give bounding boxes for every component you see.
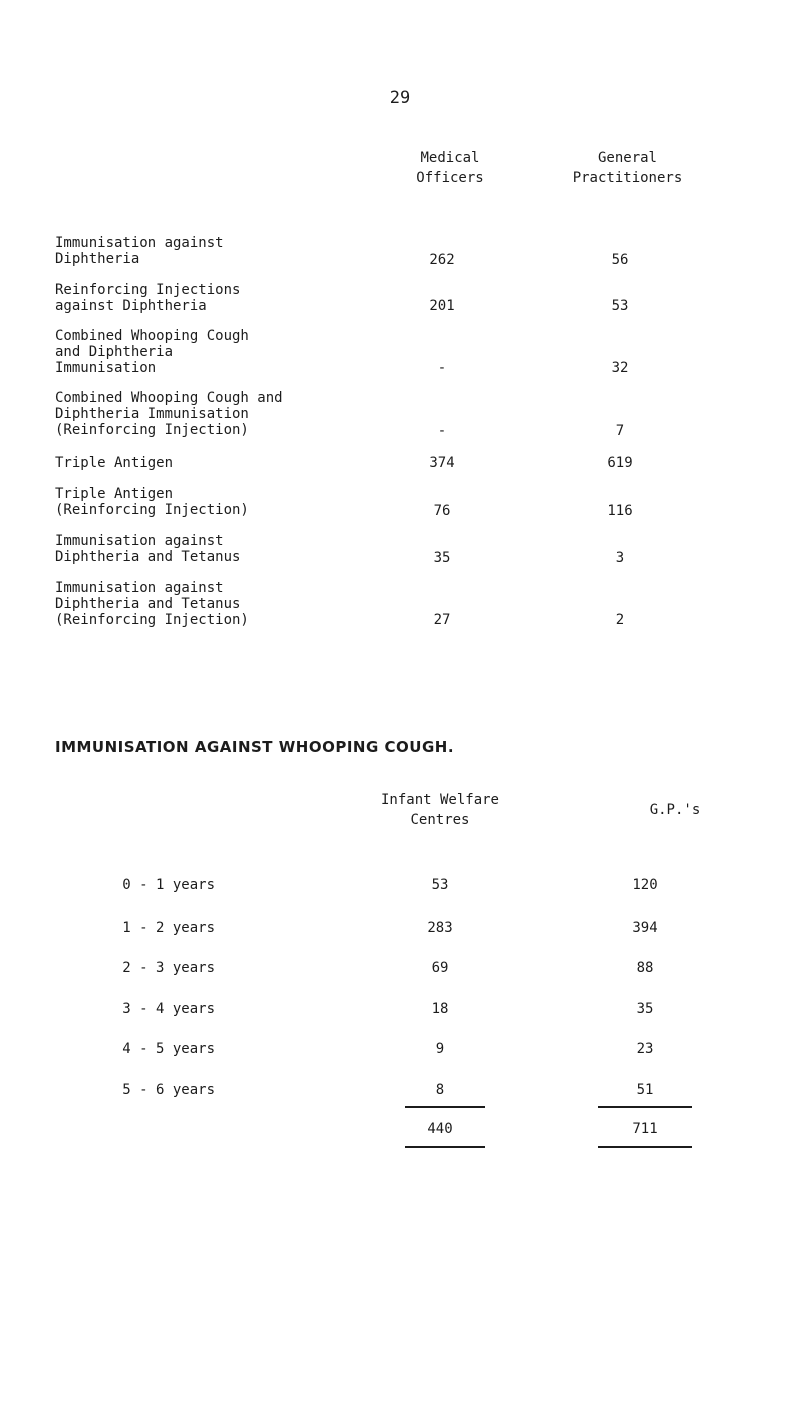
header-medical-officers-text: Medical Officers [416, 150, 484, 186]
infant-welfare-value: 69 [431, 960, 449, 976]
label-line: Immunisation against [55, 235, 224, 251]
gp-value: 23 [636, 1041, 654, 1057]
general-practitioners-value: 56 [611, 252, 629, 268]
age-range-label: 4 - 5 years [122, 1041, 215, 1057]
medical-officers-value: 76 [433, 503, 451, 519]
general-practitioners-value: 7 [615, 423, 625, 439]
age-range-label: 1 - 2 years [122, 920, 215, 936]
label-line: Immunisation against [55, 533, 224, 549]
table-row-label [55, 390, 283, 438]
table-row-label [55, 486, 249, 518]
medical-officers-value: - [437, 360, 447, 376]
label-line: Immunisation against [55, 580, 224, 596]
infant-welfare-value: 283 [427, 920, 453, 936]
gp-value: 88 [636, 960, 654, 976]
gp-value: 35 [636, 1001, 654, 1017]
label-line: Combined Whooping Cough [55, 328, 249, 344]
age-range-label: 3 - 4 years [122, 1001, 215, 1017]
label-line: Diphtheria Immunisation [55, 406, 249, 422]
general-practitioners-value: 32 [611, 360, 629, 376]
header-infant-welfare-centres-text: Infant Welfare Centres [380, 792, 499, 828]
age-range-label: 0 - 1 years [122, 877, 215, 893]
general-practitioners-value: 116 [607, 503, 633, 519]
table-row-label [55, 328, 249, 376]
label-line: (Reinforcing Injection) [55, 502, 249, 518]
label-line: Diphtheria [55, 251, 140, 267]
total-rule-bottom-gp [598, 1146, 692, 1148]
age-range-label: 2 - 3 years [122, 960, 215, 976]
label-line: Triple Antigen [55, 486, 174, 502]
gp-value: 394 [632, 920, 658, 936]
label-line: Reinforcing Injections [55, 282, 241, 298]
gp-value: 51 [636, 1082, 654, 1098]
gp-total: 711 [632, 1121, 658, 1137]
general-practitioners-value: 3 [615, 550, 625, 566]
section-title: IMMUNISATION AGAINST WHOOPING COUGH. [55, 738, 455, 756]
total-rule-bottom-iwc [405, 1146, 485, 1148]
medical-officers-value: 27 [433, 612, 451, 628]
label-line: against Diphtheria [55, 298, 207, 314]
medical-officers-value: 262 [429, 252, 455, 268]
infant-welfare-value: 18 [431, 1001, 449, 1017]
label-line: and Diphtheria [55, 344, 174, 360]
infant-welfare-value: 8 [435, 1082, 445, 1098]
header-general-practitioners-text: General Practitioners [572, 150, 683, 186]
medical-officers-value: 374 [429, 455, 455, 471]
total-rule-top-iwc [405, 1106, 485, 1108]
infant-welfare-total: 440 [427, 1121, 453, 1137]
medical-officers-value: 35 [433, 550, 451, 566]
table-row-label [55, 282, 240, 314]
label-line: Diphtheria and Tetanus [55, 596, 241, 612]
label-line: Diphtheria and Tetanus [55, 549, 241, 565]
header-general-practitioners [545, 148, 710, 188]
page-number: 29 [389, 88, 411, 108]
header-gps: G.P.'s [649, 802, 701, 818]
table-row-label [55, 235, 224, 267]
label-line: Combined Whooping Cough and [55, 390, 283, 406]
infant-welfare-value: 9 [435, 1041, 445, 1057]
label-line: (Reinforcing Injection) [55, 422, 249, 438]
total-rule-top-gp [598, 1106, 692, 1108]
table-row-label [55, 533, 240, 565]
table-row-label [55, 580, 249, 628]
medical-officers-value: 201 [429, 298, 455, 314]
label-line: Triple Antigen [55, 455, 174, 471]
gp-value: 120 [632, 877, 658, 893]
label-line: (Reinforcing Injection) [55, 612, 249, 628]
age-range-label: 5 - 6 years [122, 1082, 215, 1098]
medical-officers-value: - [437, 423, 447, 439]
general-practitioners-value: 619 [607, 455, 633, 471]
table-row-label [55, 455, 173, 471]
header-medical-officers [400, 148, 500, 188]
header-infant-welfare-centres [355, 790, 525, 830]
general-practitioners-value: 53 [611, 298, 629, 314]
infant-welfare-value: 53 [431, 877, 449, 893]
general-practitioners-value: 2 [615, 612, 625, 628]
label-line: Immunisation [55, 360, 157, 376]
